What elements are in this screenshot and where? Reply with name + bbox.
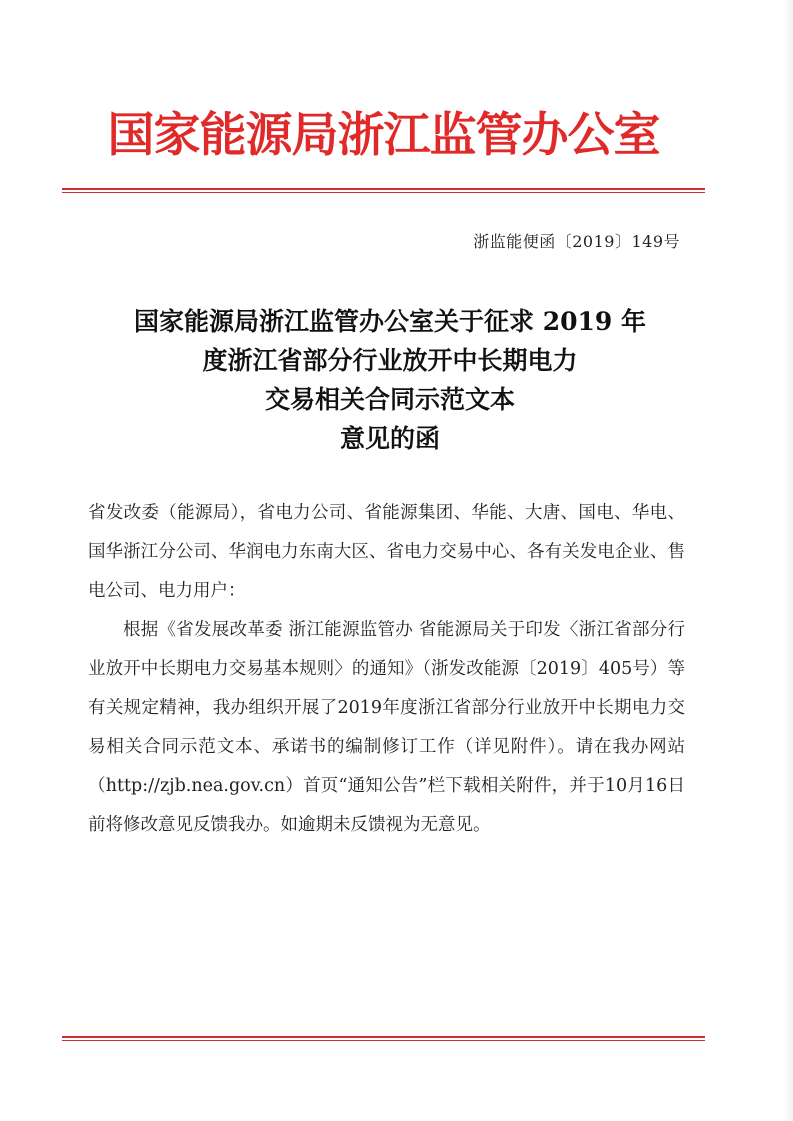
- footer-red-rule: [62, 1036, 705, 1041]
- title-line: 意见的函: [339, 424, 440, 453]
- recipients-paragraph: 省发改委（能源局），省电力公司、省能源集团、华能、大唐、国电、华电、国华浙江分公司、华润电力东南大区、省电力交易中心、各有关发电企业、售电公司、电力用户：: [88, 503, 685, 601]
- document-number: 浙监能便函〔2019〕149号: [473, 232, 680, 251]
- letterhead-red-rule: [62, 188, 705, 193]
- body-paragraph: 根据《省发展改革委 浙江能源监管办 省能源局关于印发〈浙江省部分行业放开中长期电力交易基本规则〉的通知》（浙发改能源〔2019〕405号）等有关规定精神，我办组织开展了2019年度浙江省部分行业放开中长期电力交易相关合同示范文本、承诺书的编制修订工作（详见附件）。请在我办网站（http://zjb.nea.gov.cn）首页“通知公告”栏下载相关附件，并于10月16日前将修改意见反馈我办。如逾期未反馈视为无意见。: [88, 620, 685, 835]
- page-edge-shadow: [783, 0, 793, 1121]
- title-line: 度浙江省部分行业放开中长期电力: [202, 346, 578, 375]
- document-body: [88, 494, 685, 845]
- letterhead-org-name: 国家能源局浙江监管办公室: [107, 108, 660, 163]
- document-title: [70, 302, 710, 458]
- title-line: 国家能源局浙江监管办公室关于征求 2019 年: [134, 307, 646, 336]
- title-line: 交易相关合同示范文本: [264, 385, 515, 414]
